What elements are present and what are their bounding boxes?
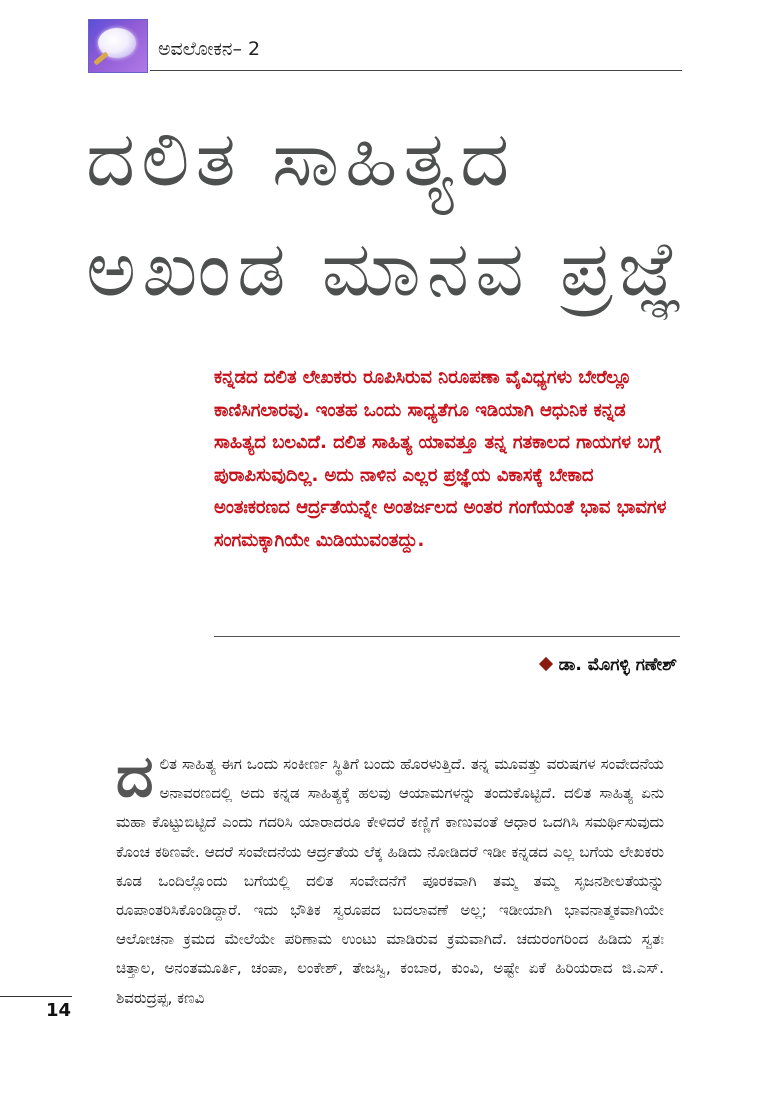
article-title-line-1: ದಲಿತ ಸಾಹಿತ್ಯದ [86, 114, 516, 203]
page-number: 14 [46, 1000, 72, 1021]
magnifier-icon [88, 19, 148, 73]
magnifier-handle [93, 51, 108, 65]
diamond-bullet-icon [539, 657, 553, 671]
body-text: ಲಿತ ಸಾಹಿತ್ಯ ಈಗ ಒಂದು ಸಂಕೀರ್ಣ ಸ್ಥಿತಿಗೆ ಬಂದು ಹೊರಳುತ್ತಿದೆ. ತನ್ನ ಮೂವತ್ತು ವರುಷಗಳ ಸಂವೇದನೆಯ ಅನಾವರಣದಲ್ಲಿ ಅದು ಕನ್ನಡ ಸಾಹಿತ್ಯಕ್ಕೆ ಹಲವು ಆಯಾಮಗಳನ್ನು ತಂದುಕೊಟ್ಟಿದೆ. ದಲಿತ ಸಾಹಿತ್ಯ ಏನು ಮಹಾ ಕೊಟ್ಟುಬಿಟ್ಟಿದೆ ಎಂದು ಗದರಿಸಿ ಯಾರಾದರೂ ಕೇಳಿದರೆ ಕಣ್ಣಿಗೆ ಕಾಣುವಂತೆ ಆಧಾರ ಒದಗಿಸಿ ಸಮರ್ಥಿಸುವುದು ಕೊಂಚ ಕಠಿಣವೇ. ಆದರೆ ಸಂವೇದನೆಯ ಆರ್ದ್ರತೆಯ ಲೆಕ್ಕ ಹಿಡಿದು ನೋಡಿದರೆ ಇಡೀ ಕನ್ನಡದ ಎಲ್ಲ ಬಗೆಯ ಲೇಖಕರು ಕೂಡ ಒಂದಿಲ್ಲೊಂದು ಬಗೆಯಲ್ಲಿ ದಲಿತ ಸಂವೇದನೆಗೆ ಪೂರಕವಾಗಿ ತಮ್ಮ ತಮ್ಮ ಸೃಜನಶೀಲತೆಯನ್ನು ರೂಪಾಂತರಿಸಿಕೊಂಡಿದ್ದಾರೆ. ಇದು ಭೌತಿಕ ಸ್ವರೂಪದ ಬದಲಾವಣೆ ಅಲ್ಲ; ಇಡೀಯಾಗಿ ಭಾವನಾತ್ಮಕವಾಗಿಯೇ ಆಲೋಚನಾ ಕ್ರಮದ ಮೇಲೆಯೇ ಪರಿಣಾಮ ಉಂಟು ಮಾಡಿರುವ ಕ್ರಮವಾಗಿದೆ. ಚದುರಂಗರಿಂದ ಹಿಡಿದು ಸ್ವತಃ ಚಿತ್ತಾಲ, ಅನಂತಮೂರ್ತಿ, ಚಂಪಾ, ಲಂಕೇಶ್, ತೇಜಸ್ವಿ, ಕಂಬಾರ, ಕುಂವಿ, ಅಷ್ಟೇ ಏಕೆ ಹಿರಿಯರಾದ ಜಿ.ಎಸ್. ಶಿವರುದ್ರಪ್ಪ, ಕಣವಿ [116, 755, 664, 1007]
intro-paragraph: ಕನ್ನಡದ ದಲಿತ ಲೇಖಕರು ರೂಪಿಸಿರುವ ನಿರೂಪಣಾ ವೈವಿಧ್ಯಗಳು ಬೇರೆಲ್ಲೂ ಕಾಣಿಸಿಗಲಾರವು. ಇಂತಹ ಒಂದು ಸಾಧ್ಯತೆಗೂ ಇಡಿಯಾಗಿ ಆಧುನಿಕ ಕನ್ನಡ ಸಾಹಿತ್ಯದ ಬಲವಿದೆ. ದಲಿತ ಸಾಹಿತ್ಯ ಯಾವತ್ತೂ ತನ್ನ ಗತಕಾಲದ ಗಾಯಗಳ ಬಗ್ಗೆ ಪುರಾಪಿಸುವುದಿಲ್ಲ. ಅದು ನಾಳಿನ ಎಲ್ಲರ ಪ್ರಜ್ಞೆಯ ವಿಕಾಸಕ್ಕೆ ಬೇಕಾದ ಅಂತಃಕರಣದ ಆರ್ದ್ರತೆಯನ್ನೇ ಅಂತರ್ಜಲದ ಅಂತರ ಗಂಗೆಯಂತೆ ಭಾವ ಭಾವಗಳ ಸಂಗಮಕ್ಕಾಗಿಯೇ ಮಿಡಿಯುವಂತದ್ದು. [214, 367, 667, 551]
footer-divider [0, 996, 72, 997]
author-byline [541, 655, 677, 675]
series-label: ಅವಲೋಕನ– 2 [158, 38, 261, 60]
drop-cap: ದ [116, 742, 154, 810]
body-paragraph [116, 742, 664, 1013]
author-name: ಡಾ. ಮೊಗಳ್ಳಿ ಗಣೇಶ್ [558, 655, 677, 675]
article-title-line-2: ಅಖಂಡ ಮಾನವ ಪ್ರಜ್ಞೆ [86, 224, 689, 313]
intro-divider [214, 636, 680, 637]
header-divider [150, 70, 682, 71]
